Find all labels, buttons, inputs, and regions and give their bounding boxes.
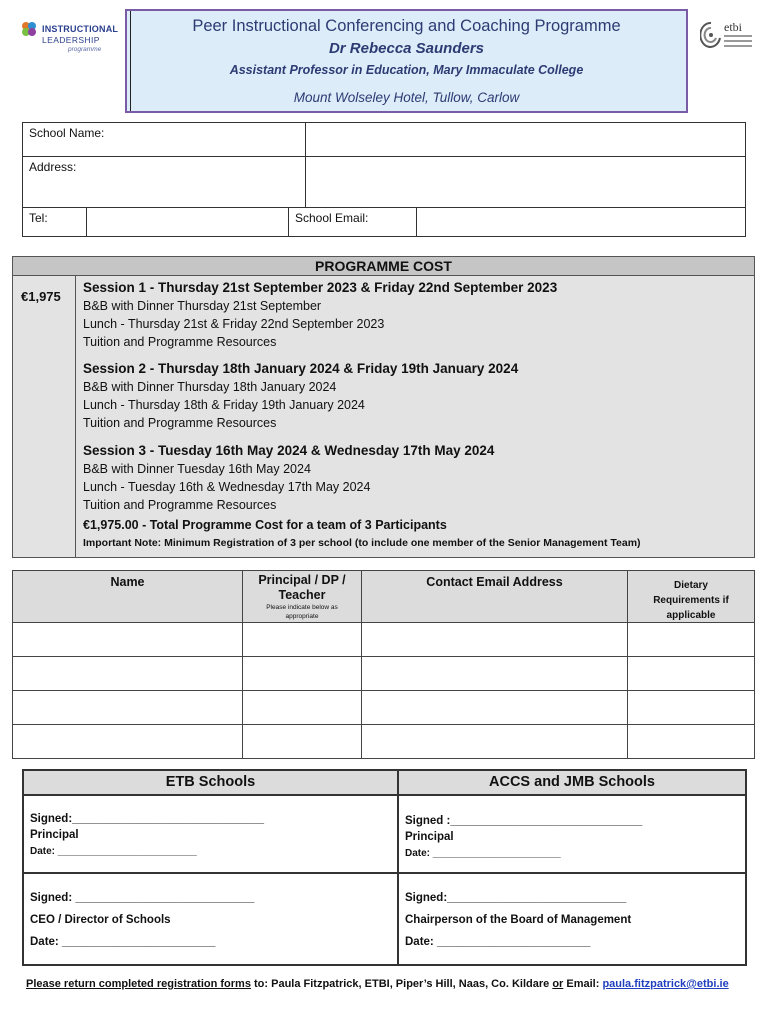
logo-text-line3: programme	[68, 46, 102, 53]
school-name-field[interactable]	[305, 122, 746, 157]
logo-mark-icon	[20, 20, 38, 38]
session-tuition: Tuition and Programme Resources	[83, 335, 277, 349]
school-email-label-cell	[288, 207, 417, 237]
presenter-role: Assistant Professor in Education, Mary Immaculate College	[229, 63, 584, 77]
etb-schools-heading: ETB Schools	[22, 769, 399, 796]
col-header-email	[361, 570, 628, 623]
address-label: Address:	[29, 160, 77, 174]
accs-principal-signed-line: Signed :______________________________	[405, 815, 643, 827]
tel-field[interactable]	[86, 207, 289, 237]
total-cost: €1,975.00 - Total Programme Cost for a team of 3 Participants	[83, 518, 447, 532]
participant-dietary-field[interactable]	[627, 656, 755, 691]
accs-chair-label: Chairperson of the Board of Management	[405, 914, 632, 926]
programme-cost-heading: PROGRAMME COST	[12, 256, 755, 276]
participant-dietary-field[interactable]	[627, 724, 755, 759]
accs-principal-date-line: Date: _______________________	[405, 848, 561, 859]
accs-schools-heading: ACCS and JMB Schools	[397, 769, 747, 796]
session-lunch: Lunch - Tuesday 16th & Wednesday 17th May 2024	[83, 480, 371, 494]
accs-principal-label: Principal	[405, 831, 454, 843]
session-title: Session 3 - Tuesday 16th May 2024 & Wednesday 17th May 2024	[83, 443, 495, 458]
session-title: Session 2 - Thursday 18th January 2024 & Friday 19th January 2024	[83, 361, 519, 376]
col-dietary-label: Dietary Requirements if applicable	[653, 580, 729, 621]
col-header-name	[12, 570, 243, 623]
etbi-logo-lines	[724, 35, 752, 50]
etb-principal-label: Principal	[30, 829, 79, 841]
return-address: to: Paula Fitzpatrick, ETBI, Piper’s Hill, Naas, Co. Kildare	[250, 978, 553, 990]
session-1	[83, 279, 557, 351]
participant-role-field[interactable]	[242, 724, 362, 759]
col-name-label: Name	[110, 575, 145, 589]
etbi-logo	[700, 18, 756, 58]
participant-name-field[interactable]	[12, 690, 243, 725]
registration-note: Important Note: Minimum Registration of 3 per school (to include one member of the Senior Management Team)	[83, 537, 641, 549]
session-tuition: Tuition and Programme Resources	[83, 498, 277, 512]
col-role-label: Principal / DP / Teacher	[258, 573, 346, 602]
accs-chair-signed-line: Signed:____________________________	[405, 892, 627, 904]
col-email-label: Contact Email Address	[426, 575, 563, 589]
presenter-name: Dr Rebecca Saunders	[328, 40, 485, 57]
programme-venue: Mount Wolseley Hotel, Tullow, Carlow	[293, 90, 520, 105]
participant-email-field[interactable]	[361, 622, 628, 657]
school-name-label-cell	[22, 122, 306, 157]
programme-title: Peer Instructional Conferencing and Coaching Programme	[192, 17, 621, 35]
participant-email-field[interactable]	[361, 656, 628, 691]
etb-principal-date-line: Date: _________________________	[30, 846, 197, 857]
accs-chair-date-line: Date: ________________________	[405, 936, 591, 948]
programme-header	[125, 9, 688, 113]
etbi-logo-text: etbi	[724, 20, 742, 34]
etb-ceo-date-line: Date: ________________________	[30, 936, 216, 948]
school-email-label: School Email:	[295, 211, 369, 225]
address-field[interactable]	[305, 156, 746, 208]
participant-role-field[interactable]	[242, 656, 362, 691]
session-title: Session 1 - Thursday 21st September 2023 & Friday 22nd September 2023	[83, 280, 558, 295]
col-header-dietary	[627, 570, 755, 623]
instructional-leadership-logo	[20, 14, 119, 58]
participant-role-field[interactable]	[242, 690, 362, 725]
participant-name-field[interactable]	[12, 656, 243, 691]
participant-email-field[interactable]	[361, 724, 628, 759]
address-label-cell	[22, 156, 306, 208]
return-instructions	[26, 978, 729, 990]
participant-email-field[interactable]	[361, 690, 628, 725]
programme-price: €1,975	[12, 276, 76, 558]
tel-label-cell	[22, 207, 87, 237]
etb-principal-signed-line: Signed:______________________________	[30, 813, 265, 825]
session-3	[83, 442, 494, 514]
return-email-link[interactable]: paula.fitzpatrick@etbi.ie	[602, 978, 729, 990]
etb-ceo-signed-line: Signed: ____________________________	[30, 892, 255, 904]
col-role-hint: Please indicate below as appropriate	[266, 604, 338, 620]
participant-dietary-field[interactable]	[627, 690, 755, 725]
participant-name-field[interactable]	[12, 622, 243, 657]
etb-ceo-label: CEO / Director of Schools	[30, 914, 171, 926]
session-tuition: Tuition and Programme Resources	[83, 416, 277, 430]
return-or: or	[552, 978, 564, 990]
session-bb: B&B with Dinner Thursday 21st September	[83, 299, 322, 313]
participant-name-field[interactable]	[12, 724, 243, 759]
participant-dietary-field[interactable]	[627, 622, 755, 657]
logo-text-line2: LEADERSHIP	[42, 35, 100, 45]
session-lunch: Lunch - Thursday 21st & Friday 22nd September 2023	[83, 317, 385, 331]
session-lunch: Lunch - Thursday 18th & Friday 19th January 2024	[83, 398, 365, 412]
session-2	[83, 360, 518, 432]
logo-text-line1: INSTRUCTIONAL	[42, 24, 119, 34]
session-bb: B&B with Dinner Tuesday 16th May 2024	[83, 462, 311, 476]
participant-role-field[interactable]	[242, 622, 362, 657]
col-header-role	[242, 570, 362, 623]
return-email-label: Email:	[563, 978, 603, 990]
school-name-label: School Name:	[29, 126, 105, 140]
return-instructions-lead: Please return completed registration forms	[26, 978, 251, 990]
tel-label: Tel:	[29, 211, 48, 225]
session-bb: B&B with Dinner Thursday 18th January 2024	[83, 380, 337, 394]
etbi-swirl-icon	[700, 20, 722, 50]
school-email-field[interactable]	[416, 207, 746, 237]
